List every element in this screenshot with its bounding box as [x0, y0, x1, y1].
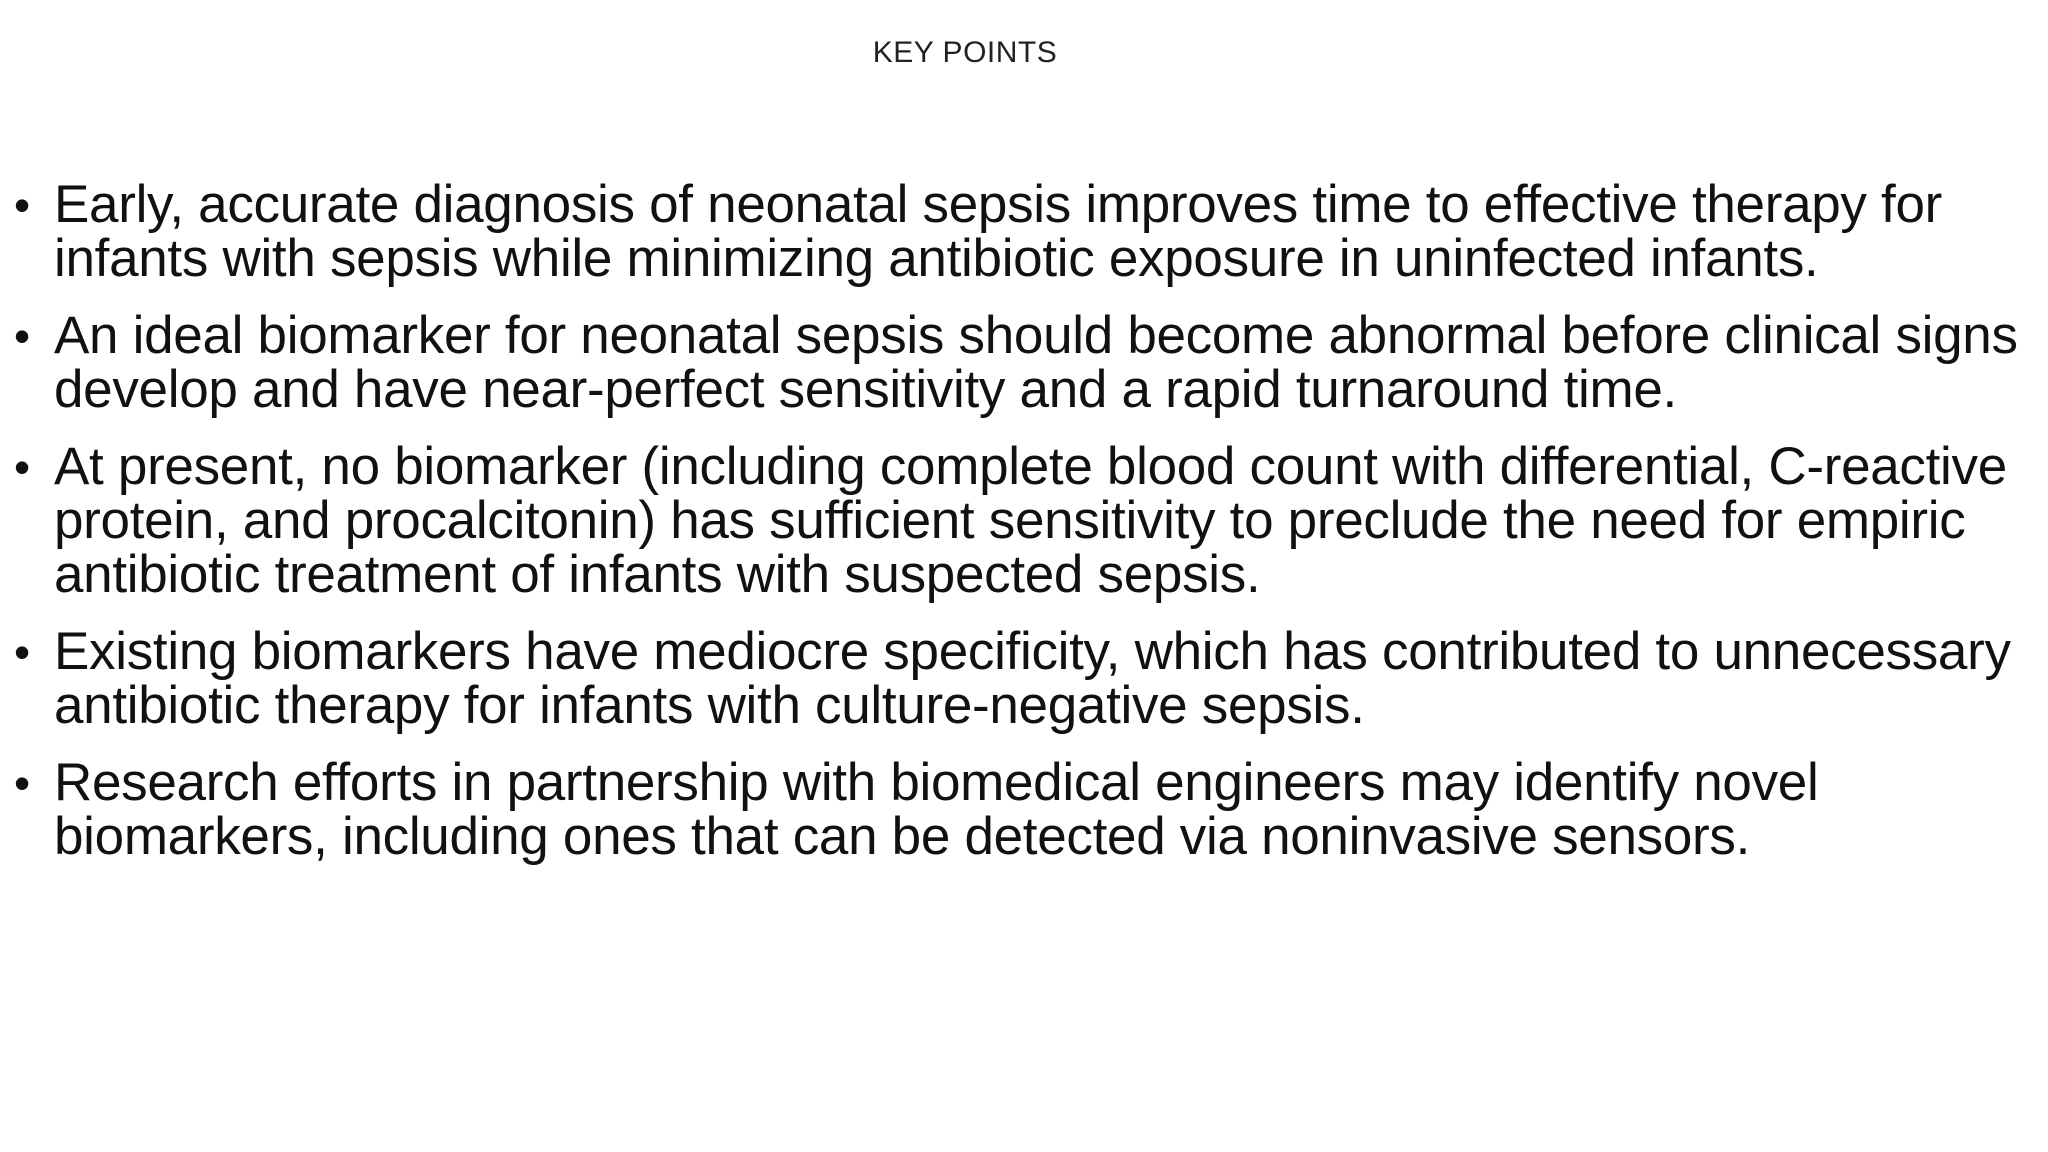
- key-point-text: Early, accurate diagnosis of neonatal sepsis improves time to effective therapy for infants with sepsis while minimizing antibiotic exposure in uninfected infants.: [54, 175, 1942, 288]
- key-point-2: [0, 306, 2040, 419]
- key-points-list: [0, 175, 2040, 887]
- key-point-1: [0, 175, 2040, 288]
- bullet-icon: •: [14, 441, 30, 493]
- bullet-icon: •: [14, 757, 30, 809]
- key-point-3: [0, 437, 2040, 604]
- key-point-text: At present, no biomarker (including complete blood count with differential, C-reactive protein, and procalcitonin) has sufficient sensitivity to preclude the need for empiric antibiotic treatment of infants with suspected sepsis.: [54, 437, 2007, 604]
- bullet-icon: •: [14, 179, 30, 231]
- bullet-icon: •: [14, 626, 30, 678]
- key-point-4: [0, 622, 2040, 735]
- key-point-text: An ideal biomarker for neonatal sepsis should become abnormal before clinical signs develop and have near-perfect sensitivity and a rapid turnaround time.: [54, 306, 2018, 419]
- key-point-text: Existing biomarkers have mediocre specificity, which has contributed to unnecessary antibiotic therapy for infants with culture-negative sepsis.: [54, 622, 2011, 735]
- slide-title: KEY POINTS: [872, 36, 1058, 69]
- key-point-text: Research efforts in partnership with biomedical engineers may identify novel biomarkers, including ones that can be detected via noninvasive sensors.: [54, 753, 1819, 866]
- key-point-5: [0, 753, 2040, 866]
- bullet-icon: •: [14, 310, 30, 362]
